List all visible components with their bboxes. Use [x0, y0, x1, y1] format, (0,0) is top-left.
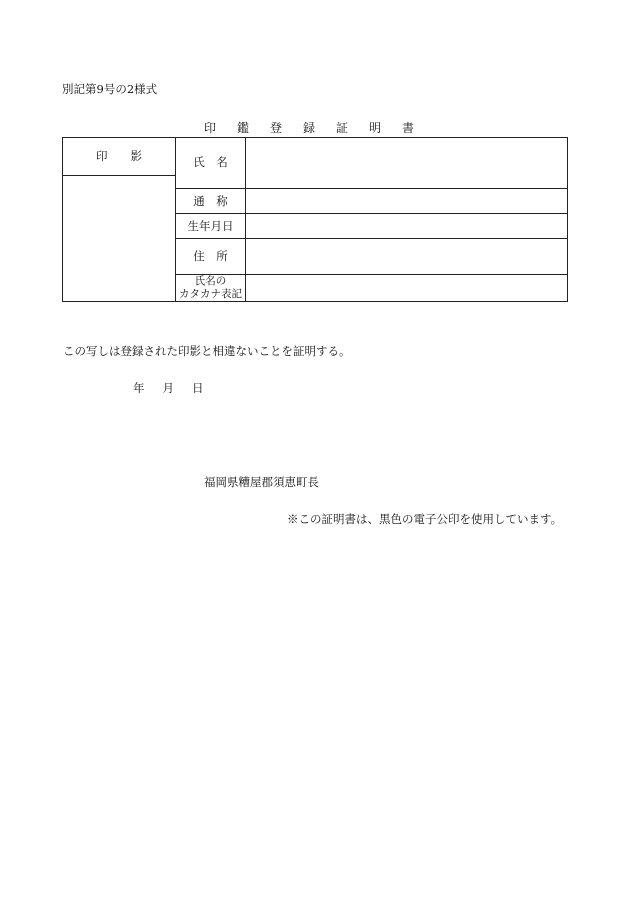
document-title: 印鑑登録証明書 [204, 121, 436, 135]
seal-impression-area [63, 176, 175, 301]
form-number: 別記第9号の2様式 [62, 82, 158, 96]
date-year: 年 [133, 381, 145, 395]
issuer-name: 福岡県糟屋郡須恵町長 [204, 475, 319, 489]
certification-statement: この写しは登録された印影と相違ないことを証明する。 [63, 344, 351, 358]
row-divider [175, 213, 568, 214]
katakana-name-label [176, 275, 245, 300]
birthdate-label: 生年月日 [187, 219, 234, 233]
row-divider [175, 188, 568, 189]
date-month: 月 [162, 381, 174, 395]
certificate-table [62, 137, 568, 302]
address-label: 住 所 [193, 249, 228, 263]
table-border-bottom [62, 301, 568, 302]
label-column-divider [245, 137, 246, 302]
date-day: 日 [192, 381, 204, 395]
name-label: 氏 名 [193, 155, 228, 169]
date-line [133, 380, 204, 396]
katakana-label-line1: 氏名の [194, 275, 227, 287]
table-border-right [567, 137, 568, 302]
alias-label: 通 称 [193, 194, 228, 208]
seal-impression-header: 印 影 [96, 149, 142, 163]
katakana-label-line2: カタカナ表記 [179, 287, 242, 300]
row-divider [175, 238, 568, 239]
table-border-top [62, 137, 568, 138]
footnote: ※この証明書は、黒色の電子公印を使用しています。 [287, 512, 563, 526]
